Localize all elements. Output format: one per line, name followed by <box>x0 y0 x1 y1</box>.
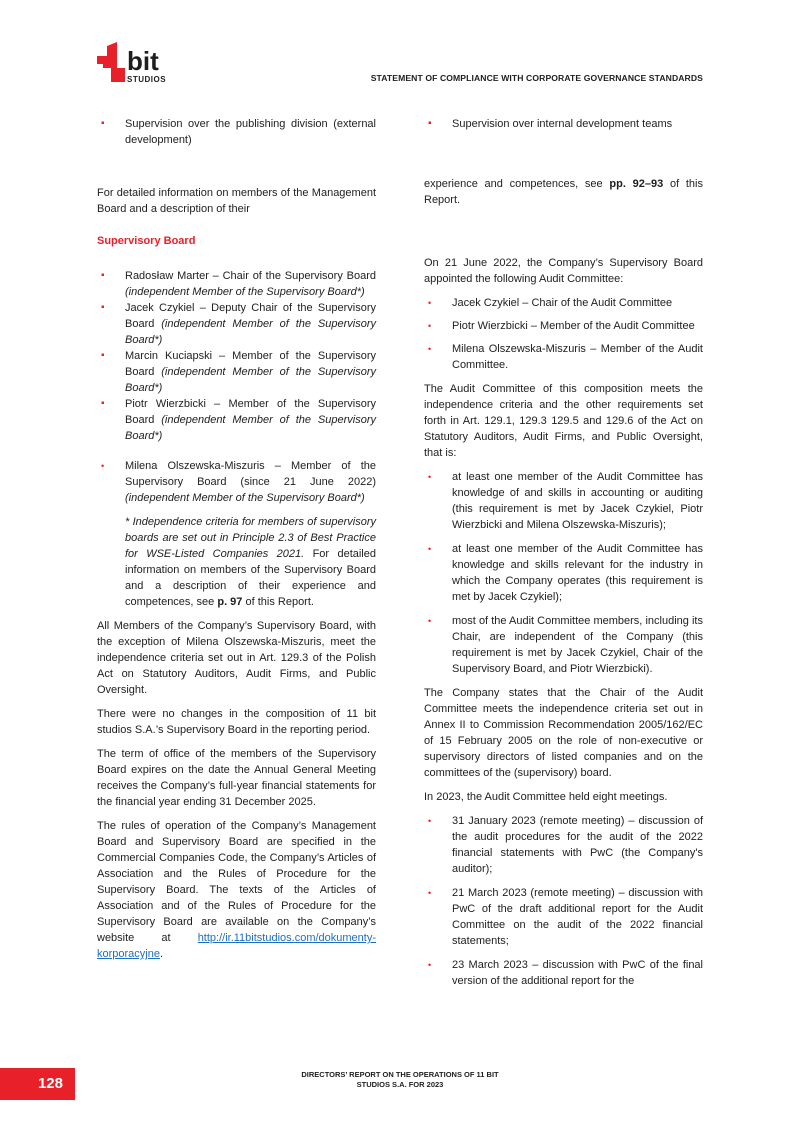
list-item: • 23 March 2023 – discussion with PwC of the final version of the additional report for the <box>424 957 703 989</box>
svg-text:bit: bit <box>127 46 159 76</box>
list-item: ▪ Supervision over internal development teams <box>424 116 703 132</box>
list-item: • Piotr Wierzbicki – Member of the Audit Committee <box>424 318 703 334</box>
meetings-list <box>424 813 703 989</box>
section-title-supervisory-board: Supervisory Board <box>97 235 196 247</box>
company-logo <box>97 42 177 84</box>
list-item: • 31 January 2023 (remote meeting) – discussion of the audit procedures for the audit of the 2022 financial statements with PwC (the Company's auditor); <box>424 813 703 877</box>
paragraph: The term of office of the members of the Supervisory Board expires on the date the Annual General Meeting receives the Company’s full-year financial statements for the financial year ending 31 December 2025. <box>97 748 376 808</box>
list-item: ▪ Jacek Czykiel – Deputy Chair of the Supervisory Board (independent Member of the Supervisory Board*) <box>97 300 376 348</box>
page-number: 128 <box>0 1068 75 1100</box>
audit-committee-list <box>424 295 703 373</box>
criteria-list <box>424 469 703 677</box>
independence-footnote: * Independence criteria for members of supervisory boards are set out in Principle 2.3 of Best Practice for WSE-Listed Companies 2021. For detailed information on members of the Supervisory Board and a description of their experience and competences, see p. 97 of this Report. <box>125 516 376 608</box>
list-item: • Milena Olszewska-Miszuris – Member of the Audit Committee. <box>424 341 703 373</box>
list-item: ▪ Marcin Kuciapski – Member of the Supervisory Board (independent Member of the Supervisory Board*) <box>97 348 376 396</box>
info-continuation: experience and competences, see pp. 92–93 of this Report. <box>424 178 703 206</box>
list-item: • at least one member of the Audit Committee has knowledge of and skills in accounting or auditing (this requirement is met by Jacek Czykiel, Piotr Wierzbicki and Milena Olszewska-Miszuris); <box>424 469 703 533</box>
svg-text:STUDIOS: STUDIOS <box>127 75 167 84</box>
corporate-documents-link[interactable]: http://ir.11bitstudios.com/dokumenty-korporacyjne <box>97 932 377 960</box>
footer-title: DIRECTORS’ REPORT ON THE OPERATIONS OF 11 BIT STUDIOS S.A. FOR 2023 <box>301 1070 499 1089</box>
audit-committee-intro: On 21 June 2022, the Company’s Supervisory Board appointed the following Audit Committee: <box>424 257 703 285</box>
list-item: • Milena Olszewska-Miszuris – Member of the Supervisory Board (since 21 June 2022) (independent Member of the Supervisory Board*) <box>97 458 376 506</box>
paragraph: There were no changes in the composition of 11 bit studios S.A.’s Supervisory Board in the reporting period. <box>97 708 376 736</box>
left-column <box>97 116 376 970</box>
list-item: • Jacek Czykiel – Chair of the Audit Committee <box>424 295 703 311</box>
chair-statement: The Company states that the Chair of the Audit Committee meets the independence criteria set out in Annex II to Commission Recommendation 2005/162/EC of 15 February 2005 on the role of non-executive or supervisory directors of listed companies and on the committees of the (supervisory) board. <box>424 687 703 779</box>
meetings-intro: In 2023, the Audit Committee held eight meetings. <box>424 791 668 803</box>
paragraph: All Members of the Company’s Supervisory Board, with the exception of Milena Olszewska-Miszuris, meet the independence criteria set out in Art. 129.3 of the Polish Act on Statutory Auditors, Audit Firms, and Public Oversight. <box>97 620 376 696</box>
page-reference: pp. 92–93 <box>609 178 664 190</box>
info-paragraph: For detailed information on members of the Management Board and a description of their <box>97 187 376 215</box>
criteria-intro: The Audit Committee of this composition meets the independence criteria and the other requirements set forth in Art. 129.1, 129.3 129.5 and 129.6 of the Act on Statutory Auditors, Audit Firms, and Public Oversight, that is: <box>424 383 703 459</box>
right-column <box>424 116 703 989</box>
paragraph: The rules of operation of the Company’s Management Board and Supervisory Board are specified in the Commercial Companies Code, the Company’s Articles of Association and the Rules of Procedure for the Supervisory Board. The texts of the Articles of Association and of the Rules of Procedure for the Supervisory Board are available on the Company’s website at http://ir.11bitstudios.com/dokumenty-korporacyjne. <box>97 820 377 960</box>
header-title: STATEMENT OF COMPLIANCE WITH CORPORATE GOVERNANCE STANDARDS <box>370 73 703 83</box>
list-item: • at least one member of the Audit Committee has knowledge and skills relevant for the industry in which the Company operates (this requirement is met by Jacek Czykiel); <box>424 541 703 605</box>
list-item: ▪ Piotr Wierzbicki – Member of the Supervisory Board (independent Member of the Supervisory Board*) <box>97 396 376 444</box>
page-reference: p. 97 <box>217 596 243 608</box>
list-item: • 21 March 2023 (remote meeting) – discussion with PwC of the draft additional report for the Audit Committee on the audit of the 2022 financial statements; <box>424 885 703 949</box>
list-item: • most of the Audit Committee members, including its Chair, are independent of the Company (this requirement is met by Jacek Czykiel, Chair of the Supervisory Board, and Piotr Wierzbicki). <box>424 613 703 677</box>
list-item: ▪ Radosław Marter – Chair of the Supervisory Board (independent Member of the Supervisory Board*) <box>97 268 376 300</box>
list-item: ▪ Supervision over the publishing division (external development) <box>97 116 376 148</box>
supervisory-board-list <box>97 268 376 444</box>
